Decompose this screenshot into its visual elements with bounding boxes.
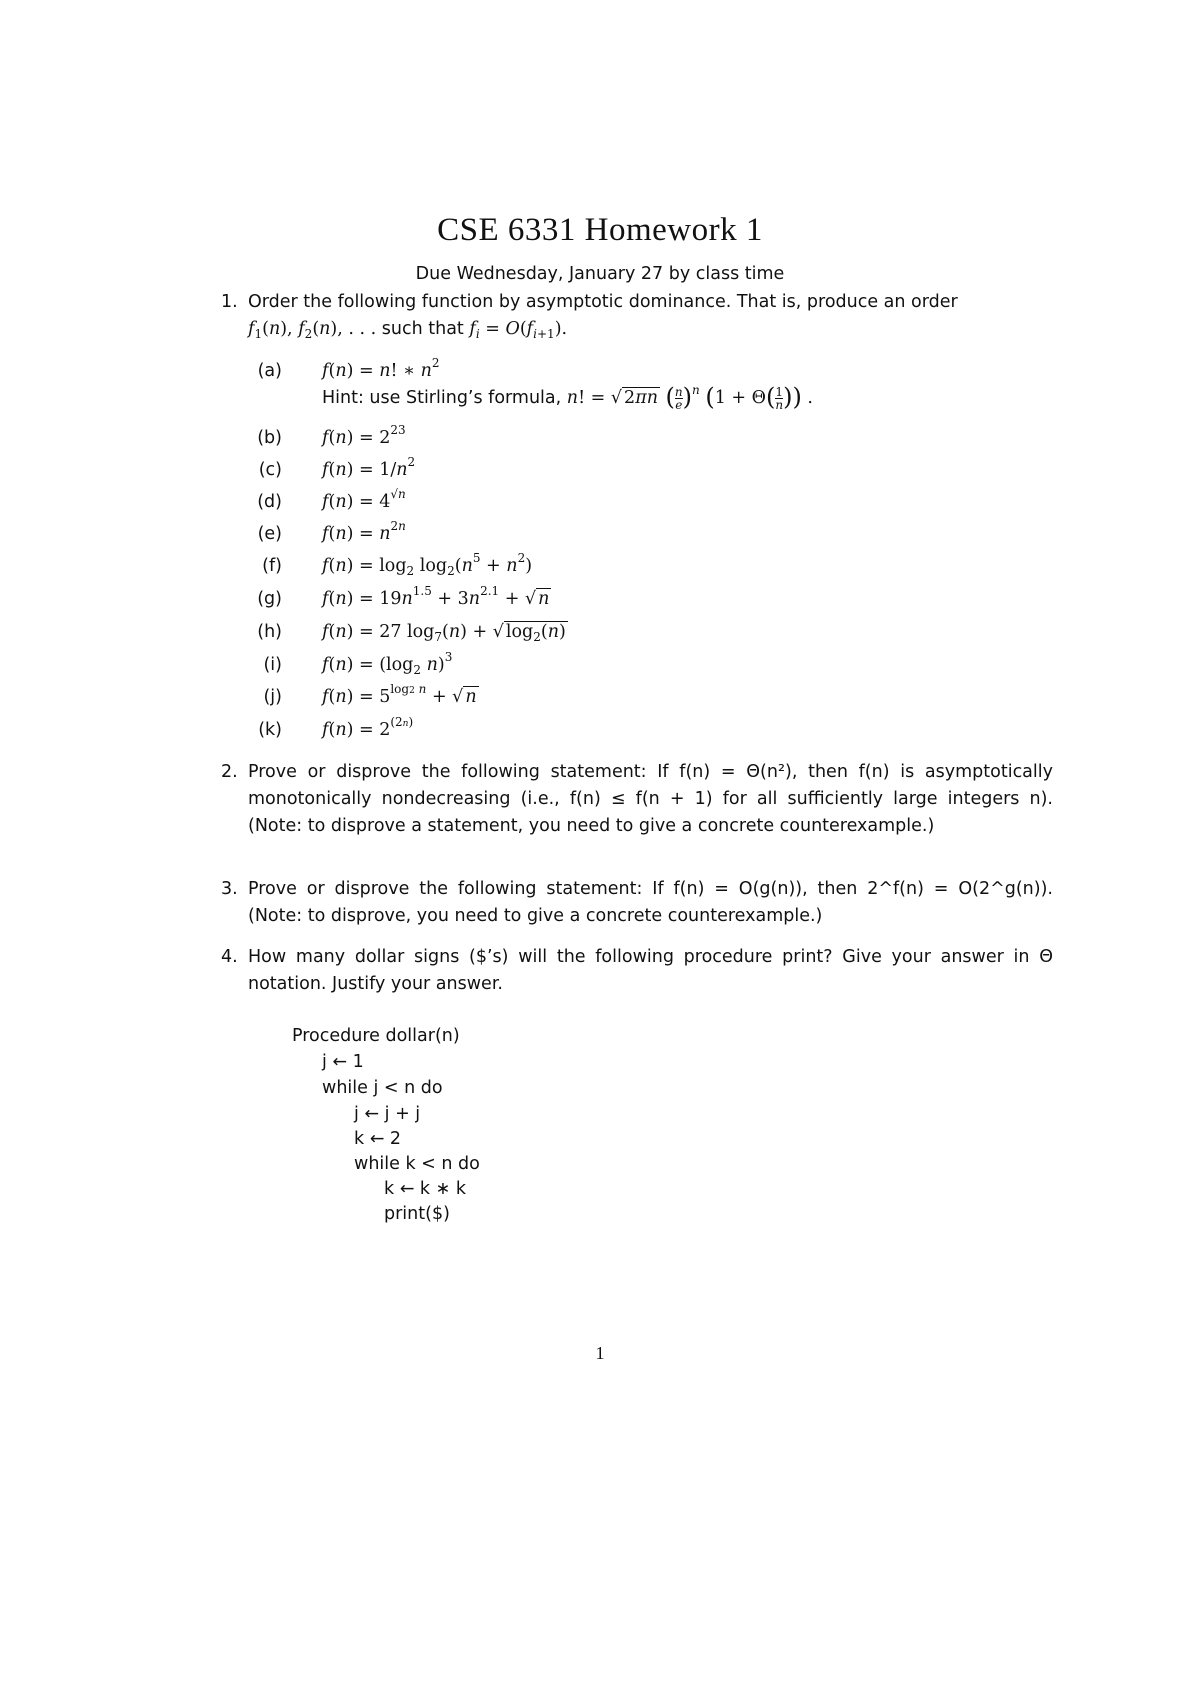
code-line-7: k ← k ∗ k — [384, 1179, 466, 1199]
problem-number: 4. — [221, 947, 238, 967]
problem-3 — [221, 876, 1053, 930]
stirling-hint: Hint: use Stirling’s formula, n! = √ 2πn ( $\frac{n}{e}$ )$^n$ (1 + Θ( $\frac{1}{n}$ )) . — [322, 383, 813, 412]
problem-1-intro: Order the following function by asymptotic dominance. That is, produce an order — [248, 292, 958, 312]
code-line-2: j ← 1 — [322, 1052, 364, 1072]
problem-number: 3. — [221, 879, 238, 899]
hint-text: Hint: use Stirling’s formula, — [322, 388, 567, 408]
code-line-8: print($) — [384, 1204, 450, 1224]
problem-1: 1. Order the following function by asymptotic dominance. That is, produce an order $f_1(n)$, $f_2(n)$, . . . such that $f_i = O(f_{i+1})$. — [248, 289, 1053, 343]
code-line-3: while j < n do — [322, 1078, 443, 1098]
item-j: (j) $f(n) = 5^{log2 n}$ + √ n — [263, 682, 477, 707]
item-i: (i) $f(n) = (\log_2$ n)$^3$ — [263, 650, 453, 677]
code-line-4: j ← j + j — [354, 1104, 421, 1124]
problem-number: 1. — [221, 292, 238, 312]
item-b: (b) $f(n) = 2^{23}$ — [257, 423, 406, 448]
page-number: 1 — [595, 1343, 605, 1363]
item-e: (e) $f(n) = n^{2n}$ — [257, 519, 406, 544]
item-label: (a) — [257, 361, 282, 381]
item-c: (c) $f(n) = 1/n^2$ — [258, 455, 416, 480]
item-f: (f) $f(n) = \log_2 \log_2(n^5 + n^2)$ — [262, 551, 533, 578]
problem-2-text: Prove or disprove the following statement: If f(n) = Θ(n²), then f(n) is asymptotically monotonically nondecreasing (i.e., f(n) ≤ f(n + 1) for all sufficiently large integers n). (Note: to disprove a statement, you need to give a concrete counterexample.) — [248, 762, 1053, 836]
problem-4-text: How many dollar signs ($’s) will the following procedure print? Give your answer in Θ notation. Justify your answer. — [248, 947, 1053, 994]
problem-1-suffix: such that — [376, 319, 470, 339]
item-g: (g) $f(n) = 19n^{1.5} + 3n^{2.1}$ + √ n — [257, 584, 550, 609]
code-line-5: k ← 2 — [354, 1129, 402, 1149]
code-line-6: while k < n do — [354, 1154, 480, 1174]
item-d: (d) $f(n) = 4^{√n}$ — [257, 487, 406, 512]
problem-4 — [221, 944, 1053, 998]
code-line-1: Procedure dollar(n) — [292, 1026, 460, 1046]
due-date: Due Wednesday, January 27 by class time — [415, 264, 785, 284]
item-h: (h) f(n) = 27 $\log_7(n)$ + √ $\log_2(n)$ — [257, 622, 566, 644]
item-k: (k) $f(n) = 2^{(2n)}$ — [258, 715, 414, 740]
problem-2 — [221, 759, 1053, 840]
item-a: (a) f(n) = n! ∗ $n^2$ — [282, 357, 1002, 387]
problem-number: 2. — [221, 762, 238, 782]
page-title: CSE 6331 Homework 1 — [437, 212, 763, 248]
problem-3-text: Prove or disprove the following statement: If f(n) = O(g(n)), then 2^f(n) = O(2^g(n)). (Note: to disprove, you need to give a concrete counterexample.) — [248, 879, 1053, 926]
